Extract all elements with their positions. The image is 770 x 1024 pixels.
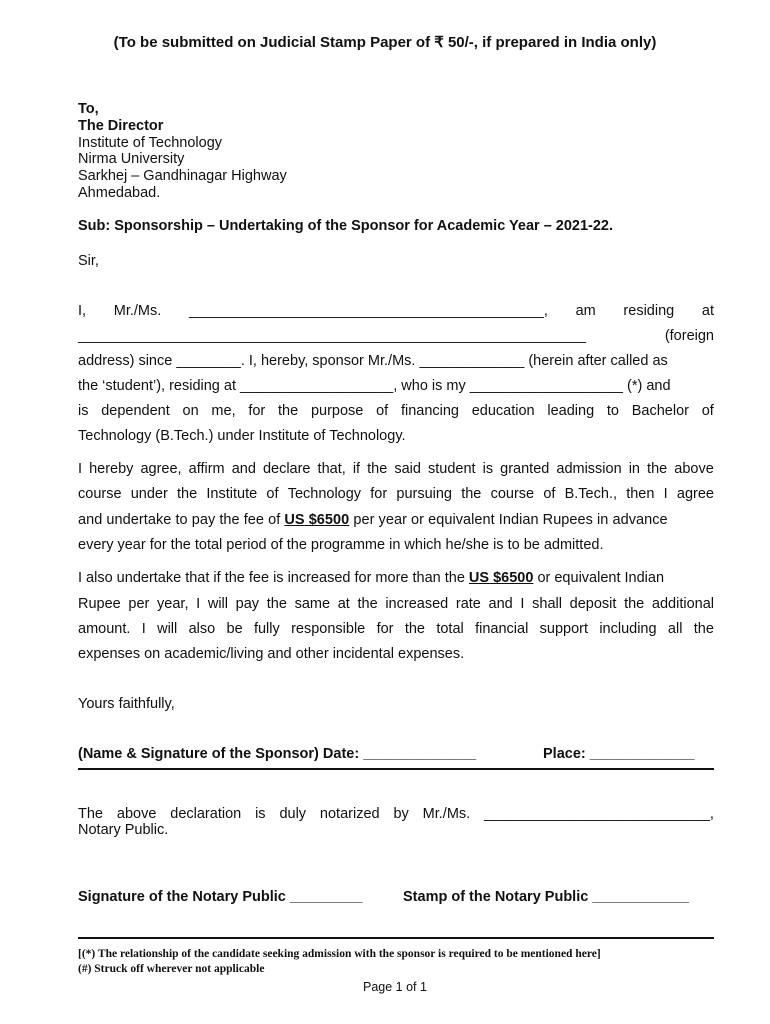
word: will — [207, 596, 228, 612]
word: (foreign — [664, 328, 714, 344]
word: residing — [623, 303, 675, 319]
notary-signature: Signature of the Notary Public _________ — [78, 889, 363, 905]
word: course — [490, 486, 535, 502]
word: the — [461, 486, 482, 502]
word: Mr./Ms. — [422, 806, 471, 822]
para2-line — [78, 461, 714, 477]
word: that, — [317, 461, 346, 477]
word: am — [575, 303, 596, 319]
word: financial — [475, 621, 529, 637]
para1-line — [78, 303, 714, 319]
address-line: Nirma University — [78, 151, 185, 168]
word: rate — [455, 596, 481, 612]
notary-line — [78, 806, 714, 822]
word: notarized — [319, 806, 380, 822]
word: course — [78, 486, 122, 502]
word: at — [701, 303, 714, 319]
word: I — [196, 596, 201, 612]
page-number: Page 1 of 1 — [363, 980, 427, 994]
word: is — [78, 403, 89, 419]
para3-line — [78, 570, 714, 586]
word: is — [255, 806, 266, 822]
word: be — [226, 621, 243, 637]
word: said — [394, 461, 421, 477]
word: above — [116, 806, 157, 822]
word: of — [376, 403, 389, 419]
notary-line: Notary Public. — [78, 822, 169, 838]
text-span: per year or equivalent Indian Rupees in advance — [349, 512, 668, 528]
word: above — [674, 461, 714, 477]
word: the — [177, 486, 198, 502]
word: the — [404, 621, 426, 637]
para2-line — [78, 512, 714, 528]
word: support — [539, 621, 588, 637]
text-span: I also undertake that if the fee is increased for more than the — [78, 570, 469, 586]
word: the — [266, 596, 287, 612]
word: Rupee — [78, 596, 121, 612]
word: admission — [556, 461, 622, 477]
word: Mr./Ms. — [113, 303, 162, 319]
address-line: Institute of Technology — [78, 134, 223, 151]
subject-line: Sub: Sponsorship – Undertaking of the Sponsor for Academic Year – 2021-22. — [78, 218, 614, 234]
word: leading — [547, 403, 595, 419]
closing: Yours faithfully, — [78, 696, 175, 712]
word: granted — [500, 461, 550, 477]
word: of — [543, 486, 556, 502]
word: responsible — [291, 621, 366, 637]
word: B.Tech., — [564, 486, 617, 502]
para1-line: Technology (B.Tech.) under Institute of Technology. — [78, 428, 406, 444]
word: total — [436, 621, 464, 637]
word: the — [624, 596, 645, 612]
word: ____________________________________________, — [189, 303, 548, 319]
text-span: and undertake to pay the fee of — [78, 512, 285, 528]
word: pay — [235, 596, 260, 612]
para3-line: expenses on academic/living and other incidental expenses. — [78, 646, 465, 662]
para2-line: every year for the total period of the programme in which he/she is to be admitted. — [78, 537, 604, 553]
word: if — [352, 461, 361, 477]
word: amount. — [78, 621, 131, 637]
word: for — [376, 621, 394, 637]
word: including — [599, 621, 657, 637]
word: me, — [211, 403, 236, 419]
word: for — [370, 486, 388, 502]
word: to — [606, 403, 619, 419]
word: by — [393, 806, 409, 822]
address-to: To, — [78, 101, 99, 117]
para3-line — [78, 621, 714, 637]
word: of — [701, 403, 714, 419]
word: the — [367, 461, 388, 477]
para1-line: the ‘student’), residing at ___________________, who is my ___________________ (*) and — [78, 378, 671, 394]
stamp-paper-note: (To be submitted on Judicial Stamp Paper of ₹ 50/-, if prepared in India only) — [113, 34, 657, 51]
para3-line — [78, 596, 714, 612]
para2-line — [78, 486, 714, 502]
word: also — [188, 621, 216, 637]
word: the — [693, 621, 714, 637]
address-title: The Director — [78, 117, 164, 134]
word: shall — [532, 596, 562, 612]
footnote-struck-off: (#) Struck off wherever not applicable — [78, 963, 265, 975]
word: will — [157, 621, 178, 637]
word: then — [626, 486, 655, 502]
word: dependent — [101, 403, 170, 419]
word: the — [357, 596, 378, 612]
word: Institute — [206, 486, 258, 502]
word: financing — [400, 403, 459, 419]
word: for — [248, 403, 266, 419]
word: I — [141, 621, 146, 637]
word: increased — [385, 596, 449, 612]
fee-amount: US $6500 — [468, 570, 534, 586]
word: deposit — [569, 596, 617, 612]
word: same — [294, 596, 331, 612]
sponsor-place: Place: _____________ — [543, 746, 695, 762]
word: _______________________________________________________________ — [78, 328, 587, 344]
word: year, — [157, 596, 189, 612]
word: in — [628, 461, 640, 477]
address-line: Sarkhej – Gandhinagar Highway — [78, 168, 287, 185]
word: of — [266, 486, 279, 502]
word: the — [278, 403, 299, 419]
word: declare — [262, 461, 311, 477]
divider-line — [78, 768, 714, 770]
text-span: or equivalent Indian — [533, 570, 665, 586]
footnote-relationship: [(*) The relationship of the candidate seeking admission with the sponsor is required to be mentioned here] — [78, 948, 601, 960]
word: I — [78, 461, 83, 477]
word: and — [488, 596, 513, 612]
word: and — [231, 461, 256, 477]
para1-line: address) since ________. I, hereby, sponsor Mr./Ms. _____________ (herein after called as — [78, 353, 668, 369]
word: under — [130, 486, 168, 502]
word: agree — [676, 486, 714, 502]
word: agree, — [140, 461, 182, 477]
word: ____________________________, — [484, 806, 714, 822]
word: pursuing — [396, 486, 452, 502]
word: duly — [279, 806, 307, 822]
word: The — [78, 806, 103, 822]
salutation: Sir, — [78, 253, 99, 269]
para1-line — [78, 403, 714, 419]
word: affirm — [188, 461, 225, 477]
word: the — [647, 461, 668, 477]
recipient-address — [78, 101, 287, 202]
fee-amount: US $6500 — [284, 512, 350, 528]
word: on — [182, 403, 199, 419]
word: Bachelor — [631, 403, 689, 419]
word: I, — [78, 303, 87, 319]
word: Technology — [287, 486, 362, 502]
word: fully — [253, 621, 280, 637]
address-line: Ahmedabad. — [78, 184, 161, 201]
word: student — [427, 461, 476, 477]
sponsor-name-date: (Name & Signature of the Sponsor) Date: ______________ — [78, 746, 477, 762]
notary-stamp: Stamp of the Notary Public ____________ — [403, 889, 690, 905]
word: is — [482, 461, 494, 477]
word: hereby — [89, 461, 134, 477]
word: I — [520, 596, 525, 612]
word: education — [471, 403, 535, 419]
word: declaration — [170, 806, 242, 822]
para1-line — [78, 328, 714, 344]
word: purpose — [310, 403, 364, 419]
word: I — [663, 486, 668, 502]
word: additional — [651, 596, 714, 612]
word: at — [337, 596, 350, 612]
word: all — [667, 621, 683, 637]
divider-line — [78, 937, 714, 939]
word: per — [128, 596, 150, 612]
